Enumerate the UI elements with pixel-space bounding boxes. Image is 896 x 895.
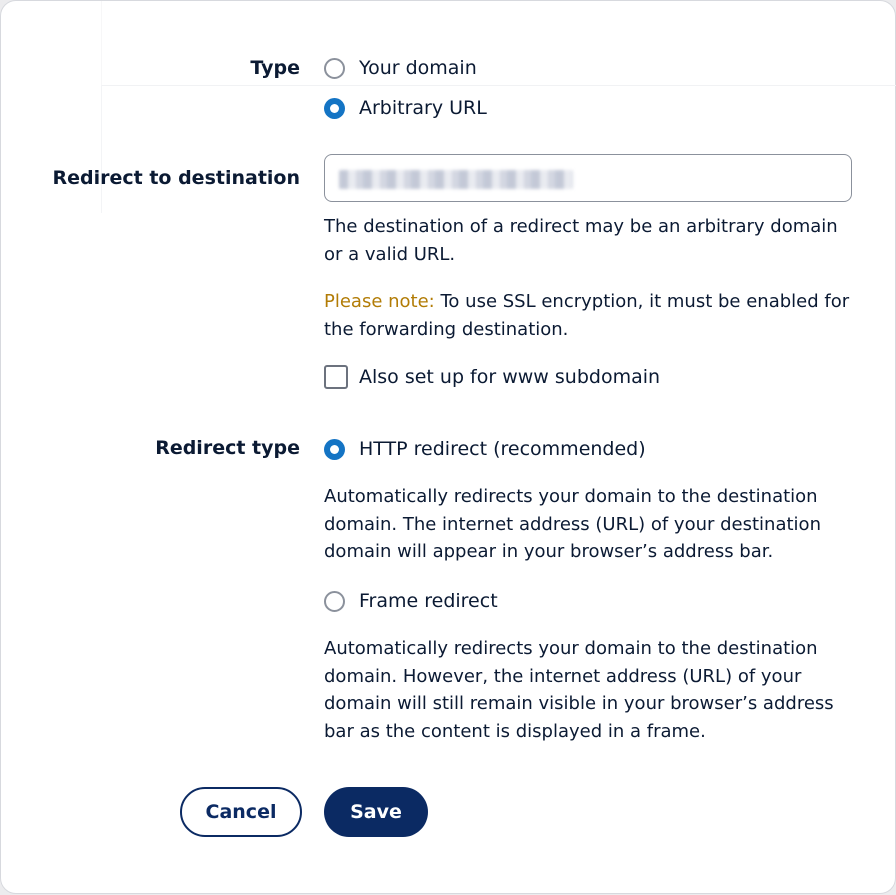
destination-input[interactable] [324,154,852,202]
note-text: To use SSL encryption, it must be enabled for the forwarding destination. [324,291,850,340]
http-redirect-description: Automatically redirects your domain to the destination domain. The internet address (URL) of your destination domain will appear in your browser’s address bar. [324,486,821,562]
www-subdomain-label: Also set up for www subdomain [359,366,661,388]
radio-your-domain-label: Your domain [359,57,477,79]
radio-arbitrary-url-label: Arbitrary URL [359,97,487,119]
destination-label: Redirect to destination [52,167,300,189]
divider [101,85,896,86]
note-prefix: Please note: [324,291,435,312]
radio-unchecked-icon[interactable] [324,591,345,612]
divider [101,85,102,213]
divider [101,1,102,85]
radio-arbitrary-url[interactable] [324,97,487,119]
frame-redirect-description: Automatically redirects your domain to the destination domain. However, the internet address (URL) of your domain will still remain visible in your browser’s address bar as the content is displayed in a frame. [324,638,834,742]
ssl-note [324,288,859,343]
radio-http-redirect[interactable] [324,438,646,460]
destination-help-text: The destination of a redirect may be an arbitrary domain or a valid URL. [324,216,838,265]
type-label: Type [250,57,300,79]
save-button[interactable]: Save [324,787,428,837]
radio-unchecked-icon[interactable] [324,58,345,79]
radio-your-domain[interactable] [324,57,477,79]
radio-frame-redirect-label: Frame redirect [359,590,498,612]
redacted-url-value [339,170,573,189]
radio-checked-icon[interactable] [324,98,345,119]
radio-frame-redirect[interactable] [324,590,498,612]
radio-checked-icon[interactable] [324,439,345,460]
cancel-button[interactable]: Cancel [180,787,302,837]
redirect-type-label: Redirect type [155,437,300,459]
checkbox-icon[interactable] [324,365,348,389]
radio-http-redirect-label: HTTP redirect (recommended) [359,438,646,460]
www-subdomain-checkbox[interactable] [324,365,660,389]
